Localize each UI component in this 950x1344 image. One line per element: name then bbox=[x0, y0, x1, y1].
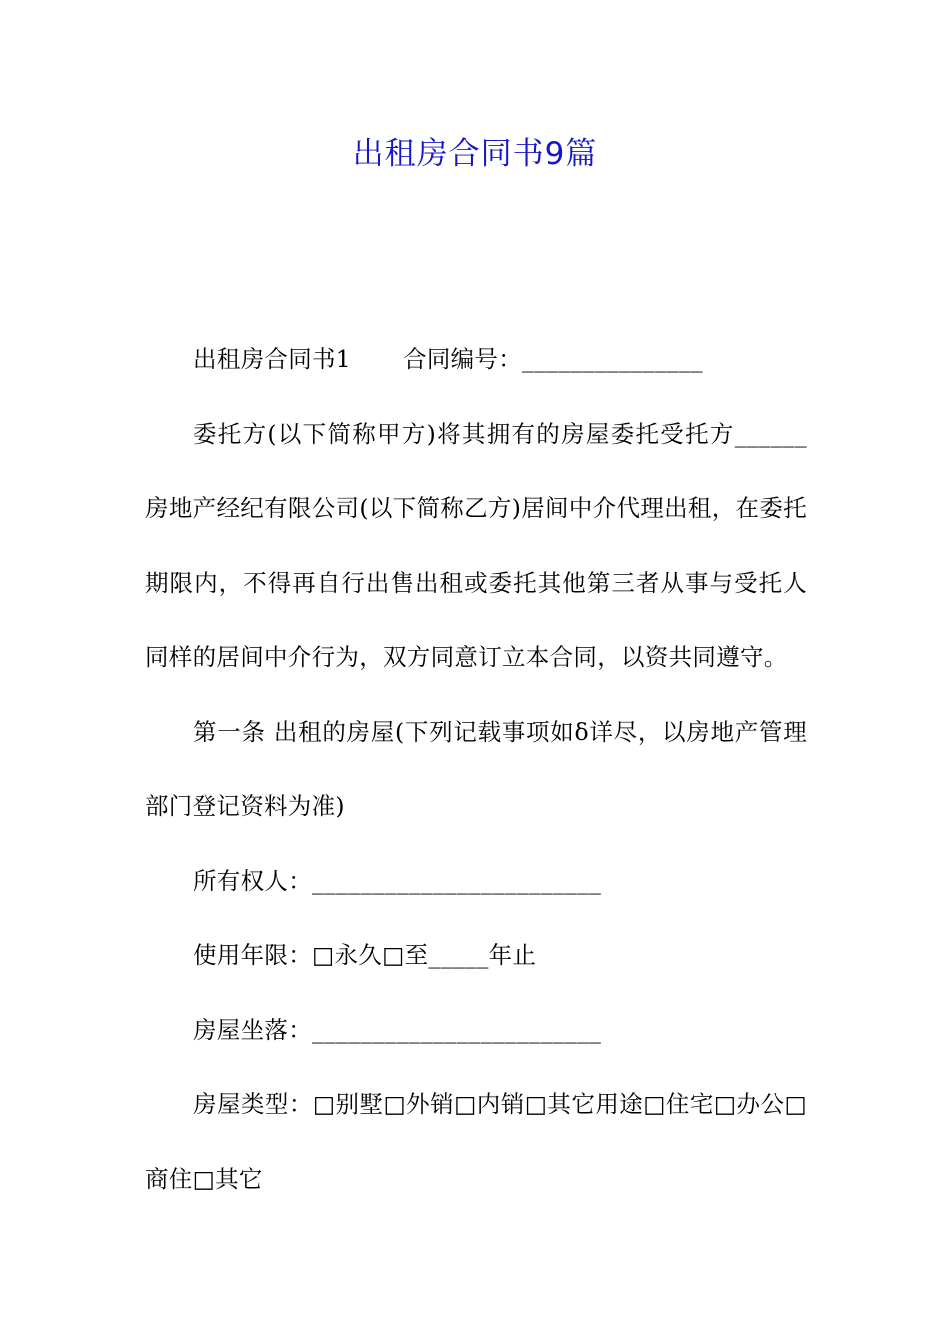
field-location: 房屋坐落：________________________ bbox=[193, 1015, 602, 1044]
field-owner: 所有权人：________________________ bbox=[193, 866, 602, 895]
contract-number-field: 合同编号：_______________ bbox=[403, 345, 703, 373]
contract-heading: 出租房合同书1 bbox=[193, 345, 352, 373]
document-title: 出租房合同书9篇 bbox=[352, 136, 598, 172]
field-usage-term: 使用年限：□永久□至_____年止 bbox=[193, 941, 537, 969]
field-house-type: 房屋类型：□别墅□外销□内销□其它用途□住宅□办公□商住□其它 bbox=[145, 1090, 807, 1193]
paragraph-entrustment: 委托方(以下简称甲方)将其拥有的房屋委托受托方______房地产经纪有限公司(以下简称乙方)居间中介代理出租，在委托期限内，不得再自行出售出租或委托其他第三者从事与受托人同样的居间中介行为，双方同意订立本合同，以资共同遵守。 bbox=[145, 419, 807, 671]
document-body bbox=[145, 322, 807, 1216]
contract-heading-line bbox=[145, 322, 807, 397]
paragraph-article-one: 第一条 出租的房屋(下列记载事项如δ详尽，以房地产管理部门登记资料为准) bbox=[145, 717, 807, 820]
